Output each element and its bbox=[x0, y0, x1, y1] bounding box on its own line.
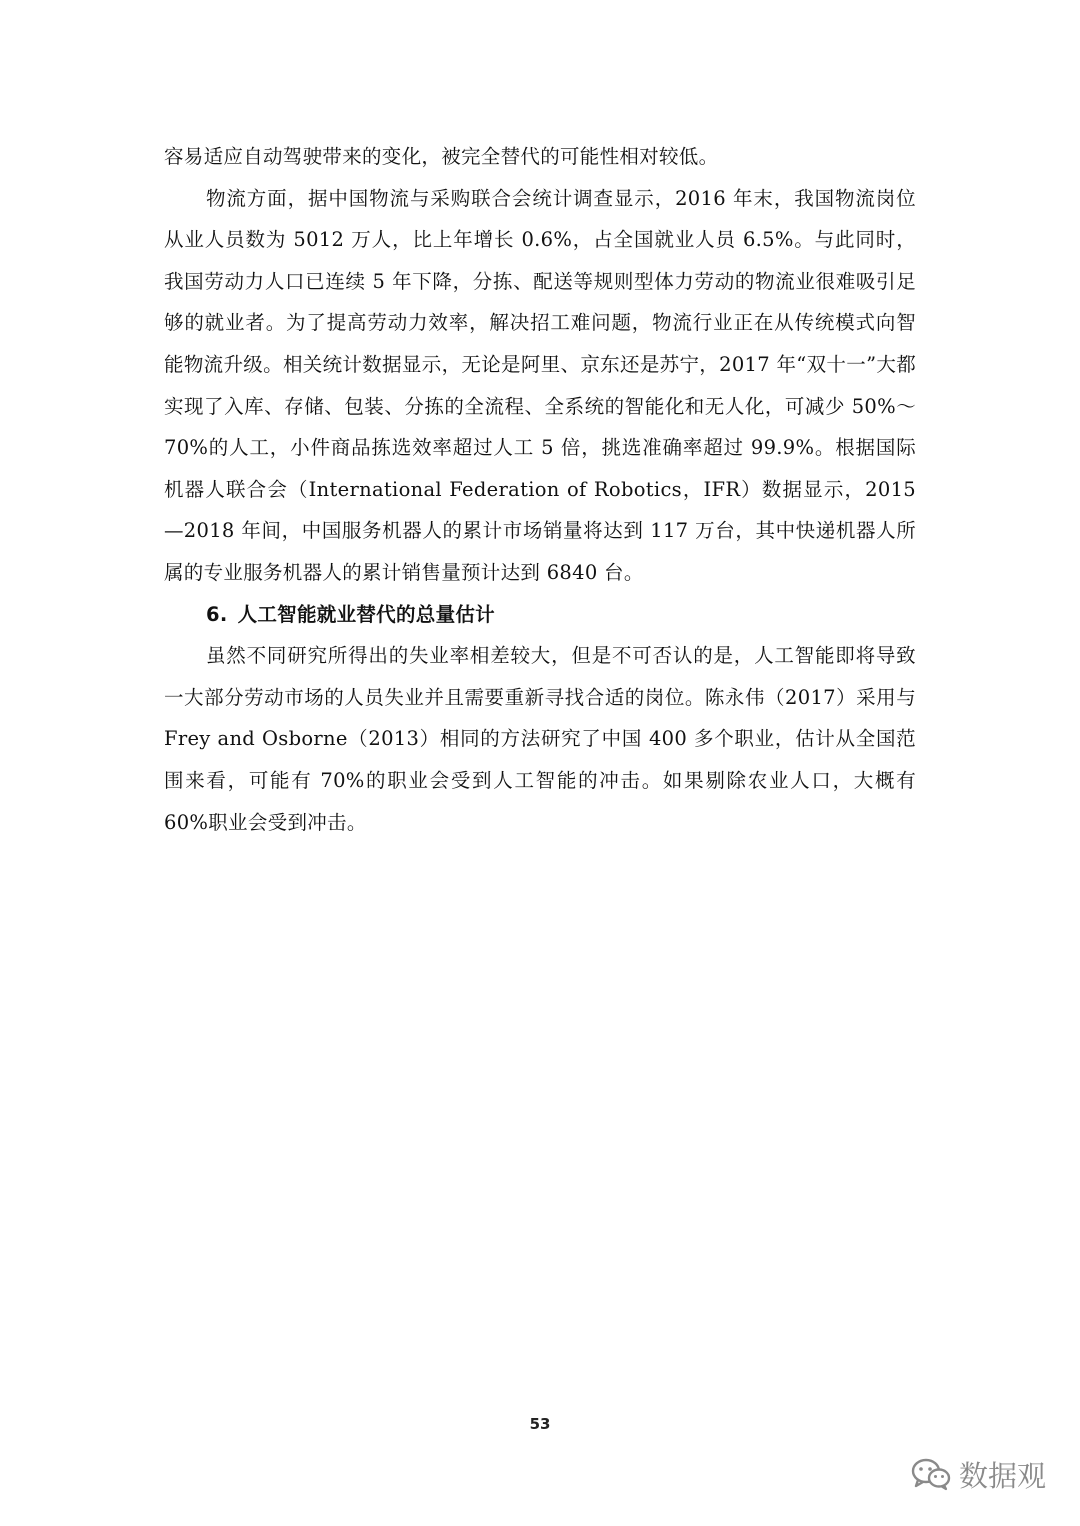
watermark bbox=[911, 1452, 1046, 1496]
body-text bbox=[164, 136, 916, 843]
page-number: 53 bbox=[529, 1415, 551, 1433]
section-title: 人工智能就业替代的总量估计 bbox=[237, 602, 495, 626]
watermark-text: 数据观 bbox=[958, 1458, 1046, 1493]
paragraph-logistics: 物流方面，据中国物流与采购联合会统计调查显示，2016 年末，我国物流岗位从业人员数为 5012 万人，比上年增长 0.6%，占全国就业人员 6.5%。与此同时，我国劳动力人口已连续 5 年下降，分拣、配送等规则型体力劳动的物流业很难吸引足够的就业者。为了提高劳动力效率，解决招工难问题，物流行业正在从传统模式向智能物流升级。相关统计数据显示，无论是阿里、京东还是苏宁，2017 年“双十一”大都实现了入库、存储、包装、分拣的全流程、全系统的智能化和无人化，可减少 50%～70%的人工，小件商品拣选效率超过人工 5 倍，挑选准确率超过 99.9%。根据国际机器人联合会（International Federation of Robotics，IFR）数据显示，2015—2018 年间，中国服务机器人的累计市场销量将达到 117 万台，其中快递机器人所属的专业服务机器人的累计销售量预计达到 6840 台。 bbox=[164, 186, 916, 584]
paragraph-continuation: 容易适应自动驾驶带来的变化，被完全替代的可能性相对较低。 bbox=[164, 145, 719, 168]
paragraph-estimate: 虽然不同研究所得出的失业率相差较大，但是不可否认的是，人工智能即将导致一大部分劳动市场的人员失业并且需要重新寻找合适的岗位。陈永伟（2017）采用与 Frey and Osborne（2013）相同的方法研究了中国 400 多个职业，估计从全国范围来看，可能有 70%的职业会受到人工智能的冲击。如果剔除农业人口，大概有 60%职业会受到冲击。 bbox=[164, 644, 916, 834]
section-heading bbox=[164, 594, 916, 636]
section-number: 6. bbox=[206, 602, 228, 626]
wechat-icon bbox=[911, 1457, 951, 1491]
